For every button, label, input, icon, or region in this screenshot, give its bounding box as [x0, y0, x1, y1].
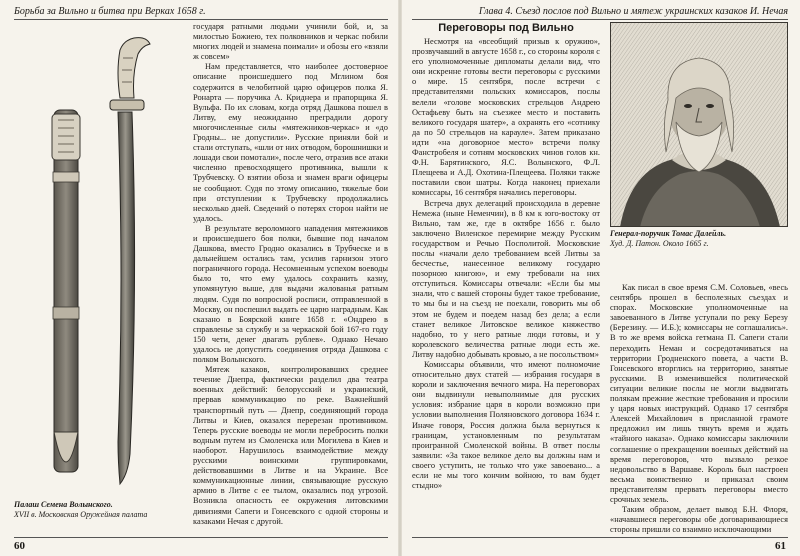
paragraph: Встреча двух делегаций происходила в деревне Немежа (ныне Неменчин), в 8 км к юго-востоку от Вильно, там же, где в октябре 1656 г. было заключено Виленское перемирие между Русским государством и Речью Посполитой. Московские послы «начали дело требованием всей Литвы за бесчестье, нанесенное великому государю позорною книгою», и ему требовали на них отступиться. Комиссары отвечали: «Если бы мы знали, что с вашей стороны будет такое требование, то мы бы и на съезд не поехали, говорить мы об этом не будем и поедем назад без дела; а если станет великое Литовское великое княжество надобно, то у него ратные люди готовы, и у королевского величества ратные люди есть же. Литву надобно добывать кровью, а не посольством»: [412, 198, 600, 359]
paragraph: В результате вероломного нападения мятежников и происшедшего боя полки, бывшие под началом Дашкова, вместо Гродно оказались в Трубческе и в дальнейшем остались там, усилив гарнизон этого пограничного города. Несомненным успехом воеводы было то, что ему удалось сохранить казну, упомянутую выше, для выдачи жалованья ратным людям. Судя по вопросной росписи, отправленной в Москву, он поспешил выдать ее царю наградным. Как сказано в Боярской книге 1658 г. «Ондрею в справленье за службу и за черкаской бой 167-го году 150 чети, денег двагать рублев». Однако Нечаю удалось не допустить соединения отряда Дашкова с полком Волынского.: [193, 223, 388, 365]
sword-caption-title: Палаш Семена Волынского.: [14, 500, 113, 509]
paragraph: Несмотря на «всеобщий призыв к оружию», прозвучавший в августе 1658 г., со стороны короля с его уполномоченные дипломаты делали вид, что они искренне готовы вести переговоры с русскими о мире. 15 сентября, после встречи с представителями польских комиссаров, послы велели «голове московских стрельцов Андрею Остафьеву быть на съезжее место и поставить великого государя шатер», а охранять его «сотнику да по 50 стрельцов на карауле». Затем приказано идти «на договорное место» встречи полку Фанстробеля и сотням московских чинов голов кн. Ф.Н. Барятинского, Я.С. Волынского, Ф.Л. Плещеева и А.Д. Охотина-Плещеева. Поляки также поставили свои шатры. Когда наконец приехали комиссары, 16 сентября начались переговоры.: [412, 37, 600, 198]
left-text-column: [193, 22, 388, 527]
right-text-column-b: [610, 283, 788, 535]
right-text-column-a: [412, 22, 600, 527]
paragraph: Таким образом, делает вывод Б.Н. Флоря, «начавшиеся переговоры обе договаривающиеся стороны пришли со взаимно исключающими: [610, 505, 788, 535]
left-running-head: Борьба за Вильно и битва при Верках 1658 г.: [14, 6, 388, 20]
paragraph: Мятеж казаков, контролировавших среднее течение Днепра, фактически разделил два театра военных действий: белорусский и украинский, прервав коммуникацию по реке. Важнейший транспортный путь — Днепр, соединяющий города Литвы и Киев, оказался перерезан противником. Теперь русские воеводы не могли перебросить полки водным путем из Смоленска или Могилева в Киев и наоборот. Нарушилось взаимодействие между русскими воинскими группировками, действовавшими в Литве и на Украине. Все коммуникационные линии, связывающие русскую армию в Литве с ее тылом, оказались под угрозой. Возникла опасность ее окружения литовскими дивизиями Сапеги и Гонсевского с одной стороны и казаками Нечая с другой.: [193, 365, 388, 526]
portrait-caption-sub: Худ. Д. Патон. Около 1665 г.: [610, 238, 709, 248]
right-running-head: Глава 4. Съезд послов под Вильно и мятеж украинских казаков И. Нечая: [412, 6, 788, 20]
sword-illustration: [14, 22, 186, 500]
paragraph: Нам представляется, что наиболее достоверное описание происшедшего под Мглином боя содержится в челобитной царю офицеров полка Я. Ронарта — поручика А. Криднера и прапорщика Я. Вульфа. По их словам, когда отряд Дашкова пошел в Литву, ему неожиданно преградили дорогу многочисленные силы «мятежников-черкас» и «до Гродны... не допустили». Русские приняли бой и стали отступать, «шли от них отводом, борошнишки и лошади свои помотали», после чего, отразив все атаки численно превосходящего противника, вышли к Трубчевску. О взятии обоза и знамен враги офицеры не сообщают. Судя по этому описанию, тяжелые бои при отступлении к Трубчевску продолжались несколько дней. Сведений о потерях сторон найти не удалось.: [193, 62, 388, 223]
paragraph: Комиссары объявили, что имеют полномочие относительно двух статей — избрания государя в короли и заключения вечного мира. На переговорах они выдвинули невыполнимые для русских условия: избрание царя в короли возможно при условии выполнения Поляновского договора 1634 г. Иначе говоря, Россия должна была вернуться к границам, установленным по результатам проигранной Смоленской войны. В ответ послы заявили: «За такое великое дело вы должны нам и своего уступить, не только что уже завоевано... а если не мы того кончим войною, то вам будет стыдно»: [412, 360, 600, 491]
portrait-caption: [610, 229, 788, 248]
right-folio-rule: [412, 537, 788, 538]
sword-caption-sub: XVII в. Московская Оружейная палата: [14, 509, 148, 519]
left-page-number: 60: [14, 540, 25, 552]
sword-figure-caption: [14, 500, 189, 519]
portrait-illustration: [610, 22, 788, 227]
portrait-caption-title: Генерал-поручик Томас Далейль.: [610, 229, 727, 238]
paragraph: Как писал в свое время С.М. Соловьев, «весь сентябрь прошел в бесполезных съездах и спорах. Московские уполномоченные на завоеванного в Литве уступали по реку Березу (Березину. — И.Б.); комиссары не соглашались». В то же время войска гетмана П. Сапеги стали переходить Неман и сосредотачиваться на территории Гродненского повета, а части В. Гонсевского вторглись на территорию, занятые русскими. В изменившейся политической ситуации великие послы не могли выдвигать полякам прежние жесткие требования и просили у царя новых инструкций. Однако 17 сентября Алексей Михайлович в присланной грамоте предложил им лишь тянуть время и ждать «тайного наказа». Однако комиссары заключили соглашение о прекращении военных действий на время переговоров, что вызвало резкое недовольство в Варшаве. Король был настроен весьма воинственно и приказал своим представителям прервать переговоры вместо срочных земель.: [610, 283, 788, 504]
section-title: Переговоры под Вильно: [438, 22, 574, 34]
right-page: [400, 0, 800, 556]
left-folio-rule: [14, 537, 388, 538]
paragraph: государя ратными людьми учинили бой, и, за милостью Божиею, тех полковников и черкас побили многих людей и знамена поимали» и обозы его «взяли ж совсем»: [193, 22, 388, 62]
right-page-number: 61: [775, 540, 786, 552]
